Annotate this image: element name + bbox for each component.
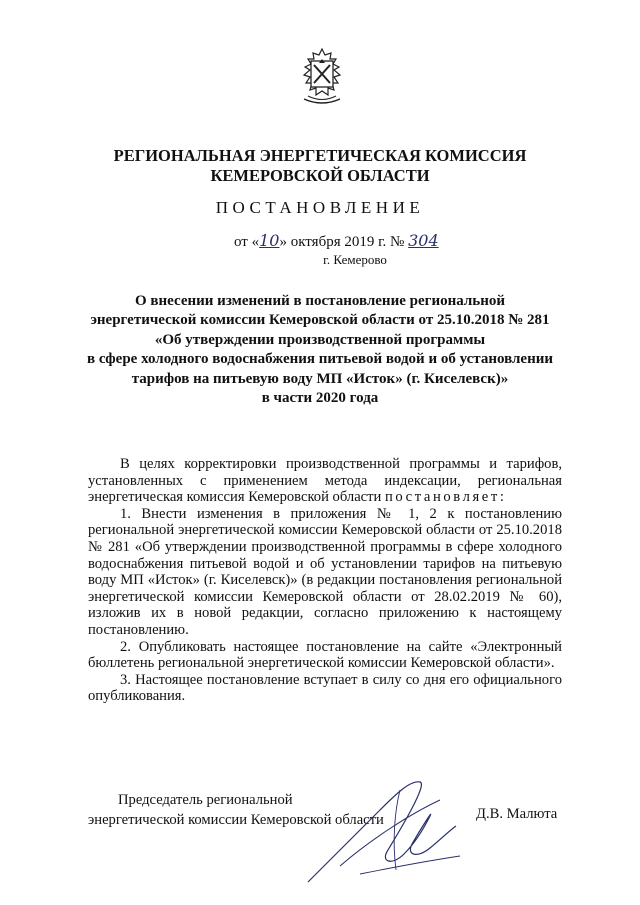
item-1: 1. Внести изменения в приложения № 1, 2 к постановлению региональной энергетической комиссии Кемеровской области от 25.10.2018 № 281 «Об утверждении производственной программы в сфере холодного водоснабжения питьевой водой и об установлении тарифов на питьевую воду МП «Исток» (г. Киселевск)» (в редакции постановления региональной энергетической комиссии Кемеровской области от 28.02.2019 № 60), изложив их в новой редакции, согласно приложению к настоящему постановлению. <box>88 505 562 638</box>
date-middle: » октября 2019 г. № <box>279 234 405 250</box>
intro-paragraph <box>88 456 562 506</box>
item-3: 3. Настоящее постановление вступает в силу со дня его официального опубликования. <box>88 671 562 705</box>
subject-line: в сфере холодного водоснабжения питьевой водой и об установлении <box>86 351 554 368</box>
signatory-title-line-1: Председатель региональной <box>118 792 293 808</box>
subject-line: тарифов на питьевую воду МП «Исток» (г. Киселевск)» <box>131 370 509 387</box>
date-line <box>234 231 439 251</box>
handwritten-signature <box>300 770 480 890</box>
city: г. Кемерово <box>323 252 387 267</box>
document-body <box>88 456 562 705</box>
org-name-line-1: РЕГИОНАЛЬНАЯ ЭНЕРГЕТИЧЕСКАЯ КОМИССИЯ <box>113 146 527 165</box>
document-type: ПОСТАНОВЛЕНИЕ <box>215 198 425 217</box>
subject-line: О внесении изменений в постановление региональной <box>135 293 505 309</box>
date-prefix: от « <box>234 234 260 250</box>
document-number-handwritten: 304 <box>408 231 439 250</box>
date-day-handwritten: 10 <box>259 231 280 250</box>
signatory-title-line-2: энергетической комиссии Кемеровской области <box>88 812 384 828</box>
resolves-word: постановляет: <box>385 489 507 506</box>
document-subject <box>60 292 580 408</box>
subject-line: энергетической комиссии Кемеровской области от 25.10.2018 № 281 <box>90 312 550 329</box>
intro-text: В целях корректировки производственной программы и тарифов, установленных с применением метода индексации, региональная энергетическая комиссия Кемеровской области <box>88 456 562 506</box>
coat-of-arms-emblem <box>294 47 350 109</box>
signatory-name: Д.В. Малюта <box>476 806 558 822</box>
issuing-organization <box>0 146 640 186</box>
subject-line: в части 2020 года <box>261 390 379 407</box>
item-2: 2. Опубликовать настоящее постановление на сайте «Электронный бюллетень региональной энергетической комиссии Кемеровской области». <box>88 638 562 672</box>
subject-line: «Об утверждении производственной программы <box>154 331 486 348</box>
org-name-line-2: КЕМЕРОВСКОЙ ОБЛАСТИ <box>210 166 430 185</box>
